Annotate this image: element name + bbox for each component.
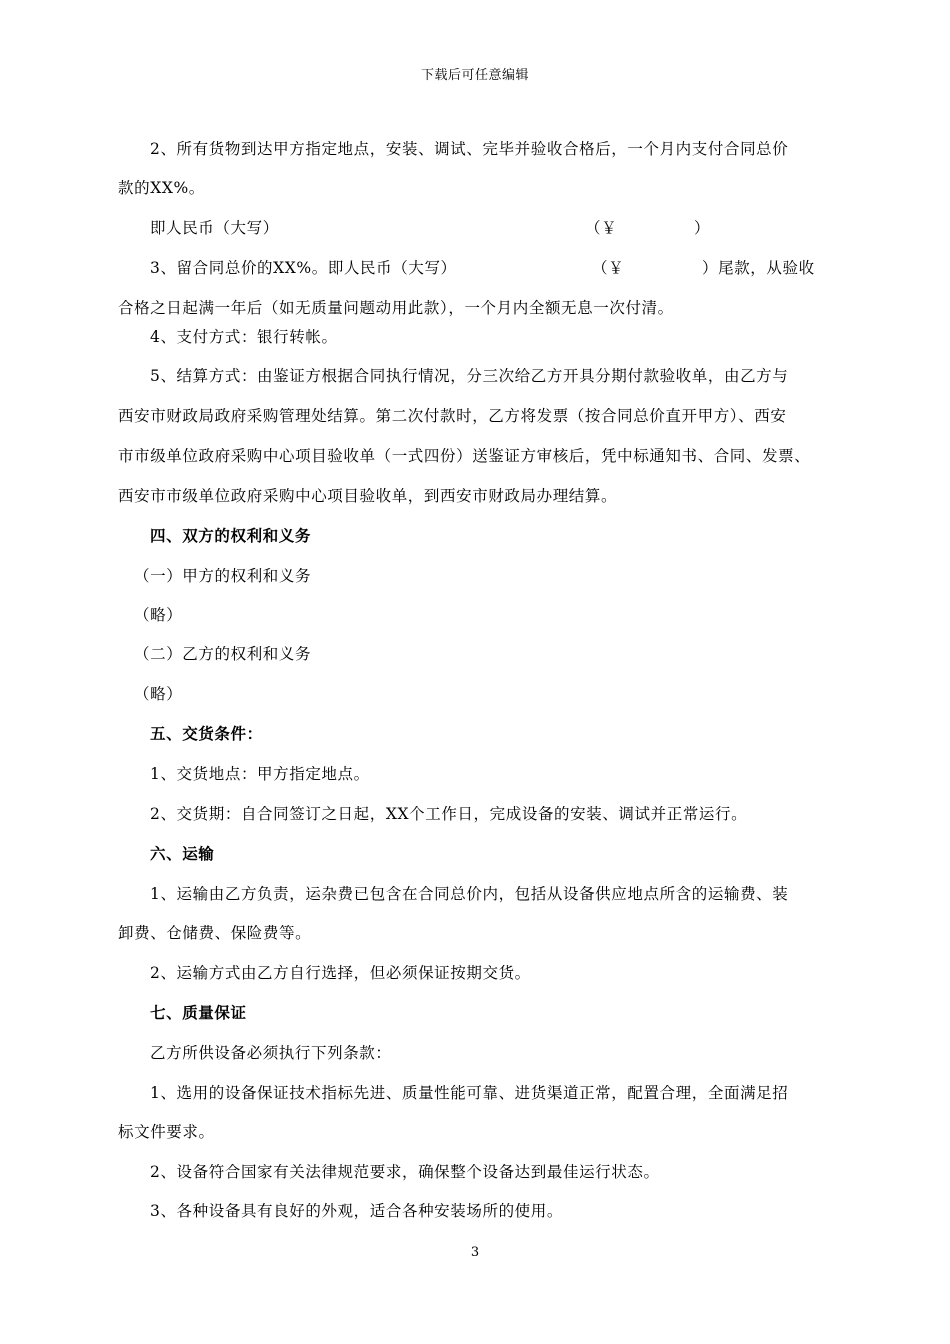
paragraph-line: 3、各种设备具有良好的外观，适合各种安装场所的使用。 [150,1202,563,1220]
page-header-note: 下载后可任意编辑 [420,68,529,83]
paragraph-line: 2、交货期：自合同签订之日起，XX个工作日，完成设备的安装、调试并正常运行。 [150,805,748,823]
amount-figure-close: ）尾款，从验收 [702,259,815,277]
paragraph-line: 市市级单位政府采购中心项目验收单（一式四份）送鉴证方审核后，凭中标通知书、合同、发票、 [118,447,811,465]
section-heading: 六、运输 [150,844,215,863]
paragraph-line: 乙方所供设备必须执行下列条款： [150,1044,392,1062]
paragraph-line: 5、结算方式：由鉴证方根据合同执行情况，分三次给乙方开具分期付款验收单，由乙方与 [150,367,789,385]
amount-figure-close: ） [694,219,711,237]
paragraph-line: 1、选用的设备保证技术指标先进、质量性能可靠、进货渠道正常，配置合理，全面满足招 [150,1084,789,1102]
paragraph-line: 4、支付方式：银行转帐。 [150,328,338,346]
subsection-heading: （一）甲方的权利和义务 [134,567,312,585]
paragraph-line: 2、运输方式由乙方自行选择，但必须保证按期交货。 [150,964,531,982]
paragraph-line: 1、运输由乙方负责，运杂费已包含在合同总价内，包括从设备供应地点所含的运输费、装 [150,885,789,903]
page-number: 3 [470,1245,480,1260]
section-heading: 四、双方的权利和义务 [150,526,312,545]
subsection-heading: （二）乙方的权利和义务 [134,645,312,663]
paragraph-line: 西安市市级单位政府采购中心项目验收单，到西安市财政局办理结算。 [118,487,618,505]
paragraph-line: 2、所有货物到达甲方指定地点，安装、调试、完毕并验收合格后，一个月内支付合同总价 [150,140,789,158]
paragraph-line: （略） [134,685,183,703]
paragraph-line: 合格之日起满一年后（如无质量问题动用此款），一个月内全额无息一次付清。 [118,299,674,317]
amount-figure-open: （￥ [592,259,625,277]
section-heading: 七、质量保证 [150,1003,247,1022]
paragraph-line: 西安市财政局政府采购管理处结算。第二次付款时，乙方将发票（按合同总价直开甲方）、西安 [118,407,787,425]
paragraph-line: （略） [134,606,183,624]
paragraph-line: 即人民币（大写） [150,219,279,237]
amount-figure-open: （￥ [585,219,618,237]
paragraph-line: 款的XX%。 [118,179,205,197]
paragraph-line: 2、设备符合国家有关法律规范要求，确保整个设备达到最佳运行状态。 [150,1163,660,1181]
paragraph-line: 标文件要求。 [118,1123,215,1141]
paragraph-line: 卸费、仓储费、保险费等。 [118,924,312,942]
section-heading: 五、交货条件： [150,724,263,743]
paragraph-line: 3、留合同总价的XX%。即人民币（大写） [150,259,457,277]
paragraph-line: 1、交货地点：甲方指定地点。 [150,765,370,783]
